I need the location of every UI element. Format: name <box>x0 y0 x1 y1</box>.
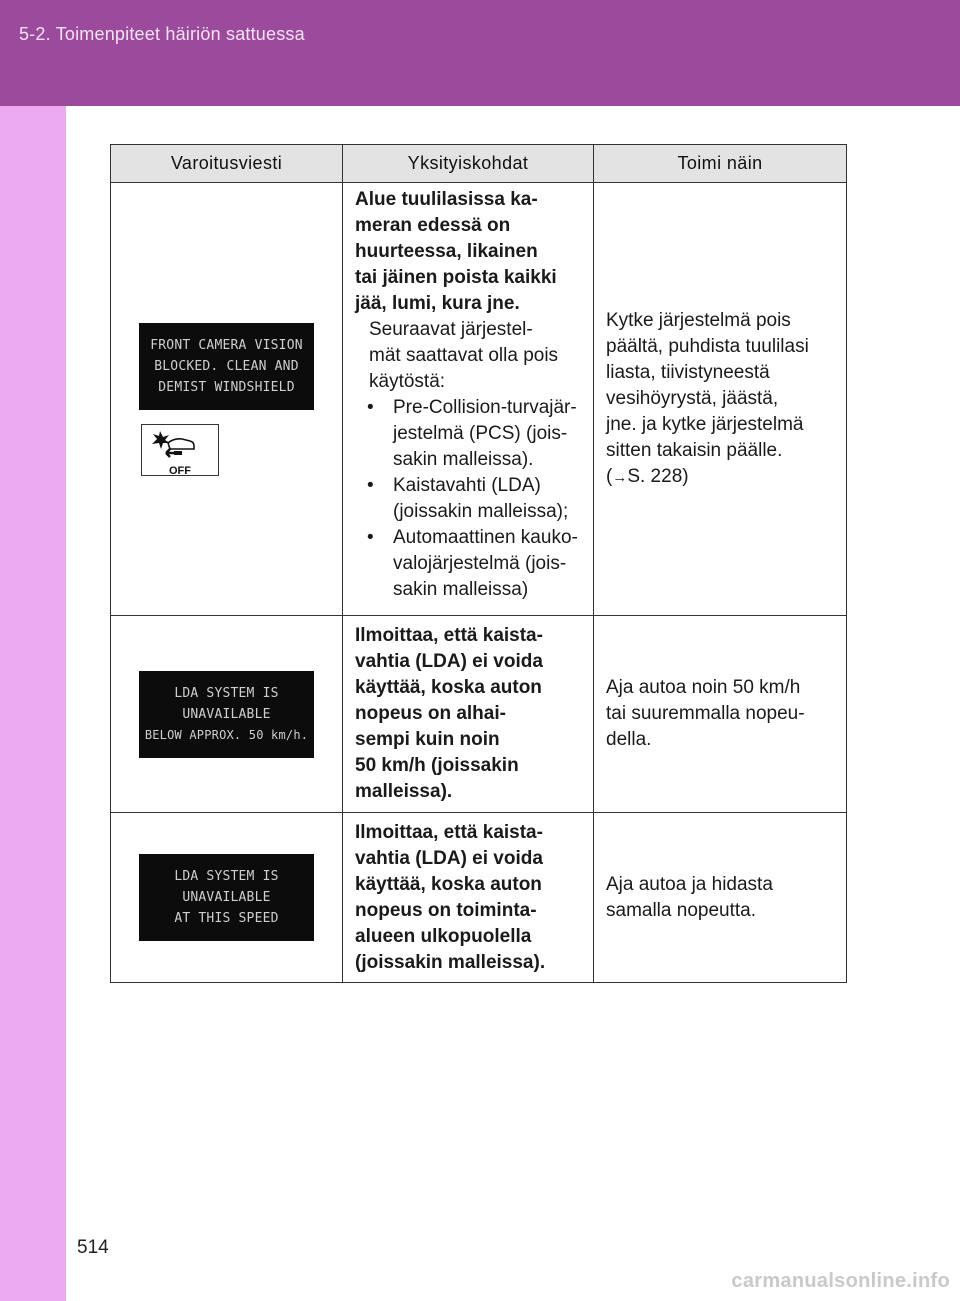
text-line: valojärjestelmä (jois- <box>393 553 567 574</box>
text-line: mät saattavat olla pois <box>369 345 559 366</box>
text-line: käyttää, koska auton <box>355 677 542 698</box>
chapter-title: 5-2. Toimenpiteet häiriön sattuessa <box>19 24 305 44</box>
display-line: DEMIST WINDSHIELD <box>158 379 295 395</box>
bullet-item <box>367 525 583 603</box>
text-line: Aja autoa noin 50 km/h <box>606 677 801 698</box>
bullet-dot: • <box>367 397 374 418</box>
text-line: Automaattinen kauko- <box>393 527 578 548</box>
text-line: sempi kuin noin <box>355 729 500 750</box>
text-line: jestelmä (PCS) (jois- <box>393 423 568 444</box>
display-line: BLOCKED. CLEAN AND <box>154 358 299 374</box>
column-header-action: Toimi näin <box>594 145 847 183</box>
page-reference: (→S. 228) <box>606 465 689 487</box>
text-line: Kytke järjestelmä pois <box>606 309 791 331</box>
text-line: Seuraavat järjestel- <box>369 319 533 340</box>
text-line: sitten takaisin päälle. <box>606 439 783 461</box>
text-line: vahtia (LDA) ei voida <box>355 847 543 869</box>
off-label: OFF <box>169 464 191 477</box>
text-line: Ilmoittaa, että kaista- <box>355 821 543 843</box>
text-line: Aja autoa ja hidasta <box>606 873 773 895</box>
side-tab <box>0 106 66 1301</box>
display-screen <box>139 671 314 758</box>
bullet-item <box>367 395 583 473</box>
action-cell <box>594 183 847 616</box>
warning-table <box>110 144 847 983</box>
text-line: huurteessa, likainen <box>355 241 538 262</box>
chapter-header <box>0 0 960 106</box>
text-line: vahtia (LDA) ei voida <box>355 651 543 672</box>
text-line: Pre-Collision-turvajär- <box>393 397 577 418</box>
table-row <box>111 616 847 813</box>
bullet-dot: • <box>367 527 374 548</box>
text-line: tai suuremmalla nopeu- <box>606 703 805 724</box>
text-line: (joissakin malleissa). <box>355 951 546 973</box>
display-line: LDA SYSTEM IS <box>174 685 279 701</box>
text-line: käyttää, koska auton <box>355 873 542 895</box>
text-line: nopeus on toiminta- <box>355 899 537 921</box>
text-line: Alue tuulilasissa ka- <box>355 189 538 210</box>
page-reference-link[interactable]: S. 228 <box>627 465 683 487</box>
table-row <box>111 813 847 983</box>
page-number: 514 <box>77 1237 109 1258</box>
text-line: alueen ulkopuolella <box>355 925 532 947</box>
arrow-icon: → <box>612 468 628 486</box>
display-screen <box>139 323 314 410</box>
text-line: liasta, tiivistyneestä <box>606 361 770 383</box>
column-header-details: Yksityiskohdat <box>343 145 594 183</box>
display-screen <box>139 854 314 941</box>
display-line: UNAVAILABLE <box>182 890 271 905</box>
table-header-row <box>111 145 847 183</box>
action-cell <box>594 813 847 983</box>
display-line: BELOW APPROX. 50 km/h. <box>144 727 309 742</box>
text-line: (joissakin malleissa); <box>393 501 569 522</box>
watermark: carmanualsonline.info <box>731 1270 950 1292</box>
bullet-item <box>367 473 583 525</box>
detail-heading <box>355 187 583 317</box>
text-line: tai jäinen poista kaikki <box>355 267 557 288</box>
text-line: käytöstä: <box>369 371 446 392</box>
action-cell <box>594 616 847 813</box>
warning-message-cell <box>111 616 343 813</box>
column-header-message: Varoitusviesti <box>111 145 343 183</box>
text-line: meran edessä on <box>355 215 511 236</box>
text-line: malleissa). <box>355 781 453 802</box>
text-line: sakin malleissa) <box>393 579 529 600</box>
details-cell <box>343 813 594 983</box>
text-line: Ilmoittaa, että kaista- <box>355 625 543 646</box>
display-line: UNAVAILABLE <box>182 706 271 722</box>
display-line: LDA SYSTEM IS <box>174 869 279 884</box>
text-line: della. <box>606 729 652 750</box>
pcs-off-indicator-icon <box>141 424 219 476</box>
table-row <box>111 183 847 616</box>
warning-message-cell <box>111 183 343 616</box>
text-line: 50 km/h (joissakin <box>355 755 519 776</box>
text-line: sakin malleissa). <box>393 449 534 470</box>
display-line: AT THIS SPEED <box>174 911 279 926</box>
detail-intro <box>369 317 583 395</box>
text-line: vesihöyrystä, jäästä, <box>606 387 779 409</box>
text-line: päältä, puhdista tuulilasi <box>606 335 809 357</box>
warning-message-cell <box>111 813 343 983</box>
bullet-dot: • <box>367 475 374 496</box>
details-cell <box>343 183 594 616</box>
text-line: samalla nopeutta. <box>606 899 756 921</box>
details-cell <box>343 616 594 813</box>
text-line: jne. ja kytke järjestelmä <box>606 413 804 435</box>
display-line: FRONT CAMERA VISION <box>150 337 303 353</box>
text-line: jää, lumi, kura jne. <box>355 293 520 314</box>
text-line: Kaistavahti (LDA) <box>393 475 541 496</box>
text-line: nopeus on alhai- <box>355 703 506 724</box>
